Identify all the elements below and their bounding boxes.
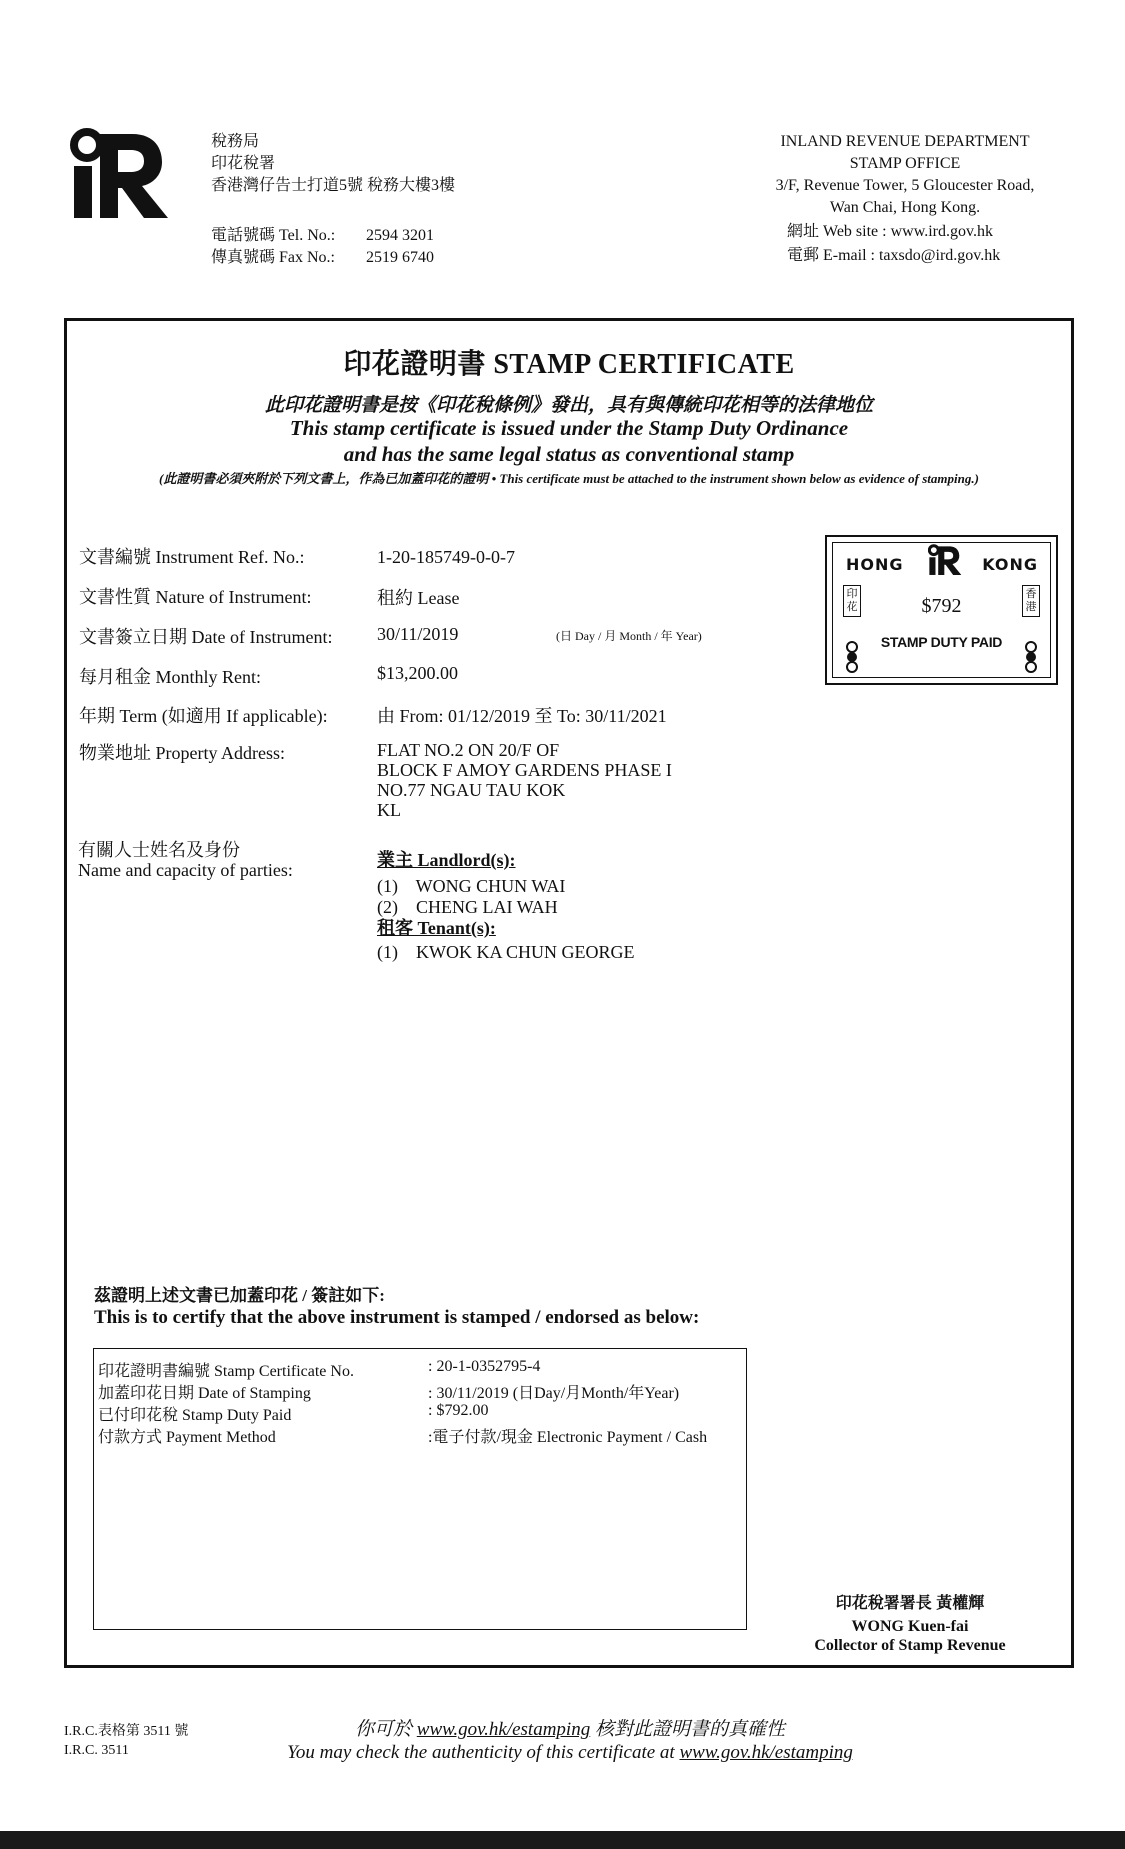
address-line: KL <box>377 800 401 820</box>
nature-value: 租約 Lease <box>377 588 460 608</box>
parties-label <box>78 840 293 880</box>
stamp-left-seal: 印花 <box>843 585 861 617</box>
stamp-hong: HONG <box>846 555 904 574</box>
certify-statement-zh: 茲證明上述文書已加蓋印花 / 簽註如下: <box>94 1286 385 1305</box>
header-right <box>745 131 1065 267</box>
certify-statement-en: This is to certify that the above instrument is stamped / endorsed as below: <box>94 1307 700 1328</box>
signatory-name: WONG Kuen-fai <box>851 1618 969 1635</box>
date-label: 文書簽立日期 Date of Instrument: <box>79 627 333 647</box>
parties-label-zh: 有關人士姓名及身份 <box>78 840 240 860</box>
term-value: 由 From: 01/12/2019 至 To: 30/11/2021 <box>377 706 667 726</box>
stamp-kong: KONG <box>982 555 1038 574</box>
date-value: 30/11/2019 <box>377 624 459 644</box>
verify-line-en <box>220 1742 920 1764</box>
fax-row <box>211 247 455 269</box>
rent-label: 每月租金 Monthly Rent: <box>79 667 262 687</box>
stamp-amount: $792 <box>921 595 962 617</box>
instrument-ref-value: 1-20-185749-0-0-7 <box>377 547 515 567</box>
subtitle-en-1: This stamp certificate is issued under the Stamp Duty Ordinance <box>289 416 849 440</box>
tel-row <box>211 225 455 247</box>
office-name-zh: 印花稅署 <box>211 155 276 172</box>
verify-link-zh[interactable]: www.gov.hk/estamping <box>416 1719 591 1740</box>
instrument-ref-label: 文書編號 Instrument Ref. No.: <box>79 547 305 567</box>
address-label: 物業地址 Property Address: <box>79 743 285 763</box>
date-format-hint: (日 Day / 月 Month / 年 Year) <box>556 629 702 643</box>
form-number-zh: I.R.C.表格第 3511 號 <box>64 1724 189 1739</box>
term-label: 年期 Term (如適用 If applicable): <box>79 706 328 726</box>
duty-paid-label: 已付印花稅 Stamp Duty Paid <box>98 1407 292 1424</box>
parties-label-en: Name and capacity of parties: <box>78 860 293 880</box>
stamp-left-ornament <box>843 641 861 678</box>
address-line: BLOCK F AMOY GARDENS PHASE I <box>377 760 672 780</box>
verify-zh-pre: 你可於 <box>355 1719 413 1740</box>
stamp-paid-text: STAMP DUTY PAID <box>880 634 1003 650</box>
stamp-duty-paid-stamp <box>825 535 1058 685</box>
address-zh: 香港灣仔告士打道5號 稅務大樓3樓 <box>211 177 456 194</box>
rent-value: $13,200.00 <box>377 663 458 683</box>
verify-link-en[interactable]: www.gov.hk/estamping <box>679 1742 853 1763</box>
parties-list <box>377 850 634 963</box>
fax-label: 傳真號碼 Fax No.: <box>211 249 336 266</box>
stamp-date-label: 加蓋印花日期 Date of Stamping <box>98 1385 311 1402</box>
stamp-inner-border <box>832 542 1051 678</box>
payment-method-value: :電子付款/現金 Electronic Payment / Cash <box>428 1429 708 1446</box>
certificate-title: 印花證明書 STAMP CERTIFICATE <box>343 349 795 380</box>
tenant-heading: 租客 Tenant(s): <box>377 918 496 938</box>
landlord-heading: 業主 Landlord(s): <box>377 850 516 870</box>
website: 網址 Web site : www.ird.gov.hk <box>787 223 993 240</box>
office-name-en: STAMP OFFICE <box>849 155 961 172</box>
duty-paid-value: : $792.00 <box>428 1402 489 1419</box>
property-address <box>377 740 672 820</box>
address-line: FLAT NO.2 ON 20/F OF <box>377 740 560 760</box>
fax-value: 2519 6740 <box>366 249 434 266</box>
tel-value: 2594 3201 <box>366 227 434 244</box>
nature-label: 文書性質 Nature of Instrument: <box>79 587 312 607</box>
attachment-note: (此證明書必須夾附於下列文書上，作為已加蓋印花的證明 • This certificate must be attached to the instrument shown below as evidence of stamping.) <box>159 471 979 486</box>
ird-logo <box>70 128 170 220</box>
email: 電郵 E-mail : taxsdo@ird.gov.hk <box>787 247 1001 264</box>
stamp-right-ornament <box>1022 641 1040 678</box>
subtitle-zh: 此印花證明書是按《印花稅條例》發出，具有與傳統印花相等的法律地位 <box>264 395 873 416</box>
verify-en-pre: You may check the authenticity of this certificate at <box>287 1742 675 1763</box>
tenant-item: (1) KWOK KA CHUN GEORGE <box>377 942 635 962</box>
verify-zh-post: 核對此證明書的真確性 <box>594 1719 785 1740</box>
cert-no-label: 印花證明書編號 Stamp Certificate No. <box>98 1363 354 1380</box>
address-en-2: Wan Chai, Hong Kong. <box>829 199 981 216</box>
signatory-title-zh: 印花稅署署長 黃權輝 <box>835 1595 985 1612</box>
landlord-item: (1) WONG CHUN WAI <box>377 876 566 896</box>
bottom-bar <box>0 1831 1125 1849</box>
stamp-ir-logo <box>928 543 962 582</box>
dept-name-en: INLAND REVENUE DEPARTMENT <box>780 133 1030 150</box>
subtitle-en-2: and has the same legal status as conventional stamp <box>343 442 795 466</box>
landlord-item: (2) CHENG LAI WAH <box>377 897 558 917</box>
dept-name-zh: 稅務局 <box>211 133 260 150</box>
signatory-title-en: Collector of Stamp Revenue <box>814 1637 1006 1654</box>
verify-line-zh <box>220 1714 920 1741</box>
stamp-right-seal: 香港 <box>1022 585 1040 617</box>
address-en-1: 3/F, Revenue Tower, 5 Gloucester Road, <box>775 177 1035 194</box>
form-number-en: I.R.C. 3511 <box>64 1743 129 1758</box>
address-line: NO.77 NGAU TAU KOK <box>377 780 566 800</box>
header-left <box>211 131 455 269</box>
payment-method-label: 付款方式 Payment Method <box>98 1429 276 1446</box>
cert-no-value: : 20-1-0352795-4 <box>428 1358 541 1375</box>
stamp-date-value: : 30/11/2019 (日Day/月Month/年Year) <box>428 1385 680 1402</box>
tel-label: 電話號碼 Tel. No.: <box>211 227 336 244</box>
